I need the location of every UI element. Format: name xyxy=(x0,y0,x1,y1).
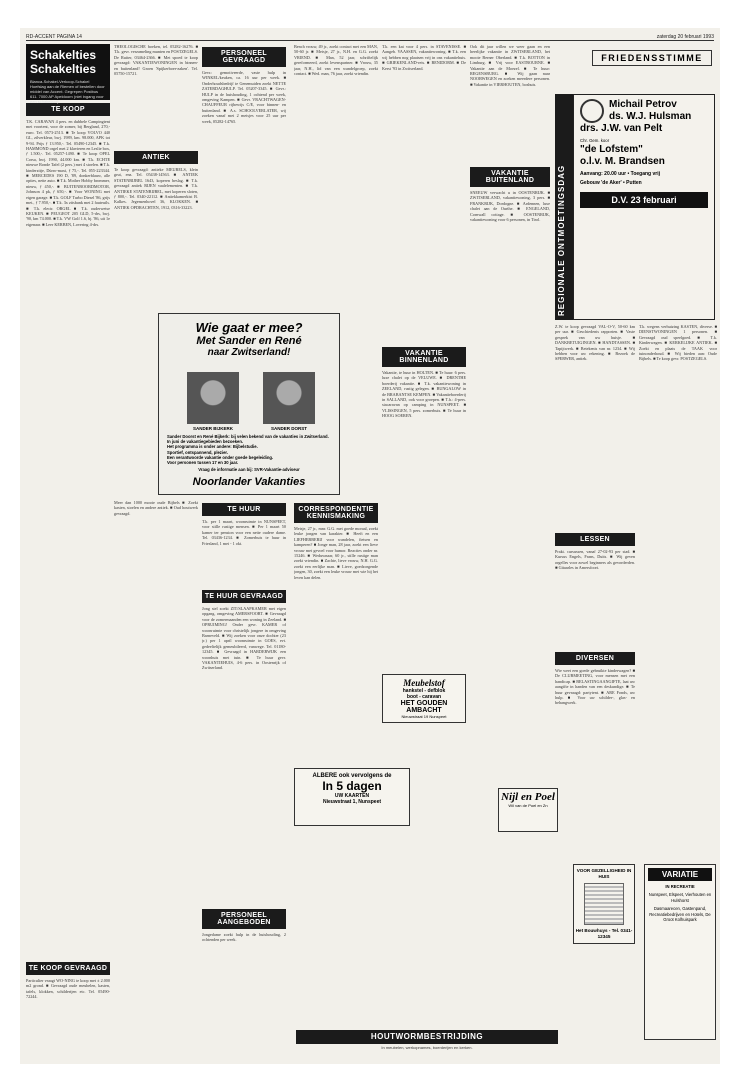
meubelstof-sub2: boot - caravan xyxy=(406,694,442,700)
swiss-ad-brand: Noorlander Vakanties xyxy=(192,476,306,488)
meeting-ad xyxy=(573,94,715,320)
section-te-koop-text: T.K. CARAVAN 4 pers. en dubbele Campingtent met voortent, voor de zomer, bij Bergland, 270,- euro. Tel. 0573-2513. ■ Te koop VOLVO 440 GL, zilverkleur, bwj. 1989, km. 98.000, APK tot 9-94. Prijs ƒ 13.950,-. Tel. 05490-12345. ■ T.k. HAMMOND orgel met 2 klavieren en Leslie box, ƒ 1.500,-. Tel. 05257-1490. ■ Te koop OPEL Corsa, bwj. 1990, 44.000 km. ■ T.k. ECHTE nieuwe Ronde Tafel (2 pers.) met 4 stoelen. ■ T.k. kinderzitje, Dürro-maxi, ƒ 75,-. Tel. 055-223344. ■ MERCEDES 190 D, '89, donkerblauw, alle opties, nette auto. ■ T.k. Mother Hobby brommer, nieuw, ƒ 450,-. ■ BUITENBOORDMOTOR, Johnson 4 pk, ƒ 650,-. ■ Voor WONING met eigen garage. ■ T.k. GOLF Turbo Diesel '86, grijs met., ƒ 7.950,-. ■ T.k. 3x zitsbank met 2 fauteuils. ■ T.k. electr. ORGEL ■ T.k. ouderwetse KEUKEN. ■ PEUGEOT 205 GLD, 5-drs, bwj. '90, km 74.000. ■ T.k. VW Golf 1.6, bj. '86, uit 1e eigenaar. ■ Leer KERBEN, Lovering 4-drs. xyxy=(26,119,110,227)
section-te-koop-gevraagd-text: Particulier vraagt WO-NING te koop met ± 2.000 m2 grond. ■ Gevraagd oude meubelen, kasten, tafels, klokken, schilderijen etc. Tel. 05490-72244. xyxy=(26,978,110,1000)
section-lessen-text: Prakt. cursussen, vanaf 27-02-93 per stad. ■ Kursus Engels, Frans, Duits. ■ Wij geven orgelles voor zowel beginners als gevorderden. ■ Gitaarles in Amersfoort. xyxy=(555,549,635,571)
misc-7-text: Z.W. te koop gevraagd VAL-O-V, 50-60 km per uur. ■ Geschiedenis rapporten. ■ Vaste gesprek van uw huisje. ■ DANKBETUIGINGEN. ■ HANDTASSEN. ■ Tapijtwerk. ■ Betekenis van nr. 1234. ■ Wij hebben voor uw rekening. ■ Bezoek de SPERWER, antiek. xyxy=(555,324,635,362)
photo-sander-dorst xyxy=(263,372,315,424)
section-te-huur-text: T.k. per 1 maart, woonruimte in NUNSPEET, voor stille rustige mensen. ■ Per 1 maart 50 kamer ter pension voor een nette oudere dame. Tel. 03436-1234. ■ Zomerhuis te huur in Friesland, 1 mei - 1 okt. xyxy=(202,519,286,546)
masthead-subtitle: Bianca-Schakel-Verkoop-Schakel Hoefslag aan de Riemen of bestellen door middel van Accent. Gegrepen Postbus 611. 7000 AP Apeldoorn (niet ingang voor een schakelaar) xyxy=(30,79,105,104)
masthead xyxy=(26,44,110,104)
column-3-upper xyxy=(202,44,286,306)
section-te-koop: TE KOOP xyxy=(26,103,110,116)
column-8 xyxy=(639,324,717,860)
variatie-rows: Dasmaarecen, Gastenpand, Recreatiebedrijven en Hotels, De Groot Kolhuispark xyxy=(649,906,711,923)
section-personeel-gevraagd: PERSONEEL GEVRAAGD xyxy=(202,47,286,67)
misc-8-text: T.k. wegens verhuizing KASTEN, diverse. ■ DIENSTWONINGEN 1 personen. ■ Gevraagd oud speelgoed. ■ T.k. Kinderwagen. ■ KERKELIJKE ANTIEK. ■ Zoekt en plaats de TAAK voor tuinonderhoud. ■ Wij bieden aan: Oude Bijbels. ■ Te koop gevr. POSTZEGELS. xyxy=(639,324,717,362)
bullet-item: Voor personen tussen 17 en 30 jaar. xyxy=(167,460,239,466)
swiss-ad-line3: naar Zwitserland! xyxy=(207,347,291,358)
swiss-ad-line1: Wie gaat er mee? xyxy=(195,320,303,335)
speaker-1: Michail Petrov xyxy=(609,99,677,110)
section-te-huur-gevraagd-text: Jong stel zoekt ZIT/SLAAPKAMER met eigen opgang, omgeving AMERSFOORT. ■ Gevraagd voor de zomermaanden een woning in Zeeland. ■ OPRUIMING! Onder gevr. KAMER of woonruimte voor christelijk jongere in omgeving Barneveld. ■ Wij zoeken voor onze dochter (23 jr.) per 1 april woonruimte in GOES, evt. gedeeltelijk gemeubileerd, vanwege. Tel. 01180-12345. ■ Gevraagd in HARDERWIJK een woonhuis met tuin. ■ Te huur gevr. VAKANTIEHUIS, 4-6 pers. in Oostenrijk of Zwitserland. xyxy=(202,606,286,671)
swiss-ad-line2: Met Sander en René xyxy=(196,335,302,347)
poel-title: Nijl en Poel xyxy=(501,791,555,803)
freepaper-badge: FRIEDENSSTIMME xyxy=(592,50,712,66)
section-vakantie-buitenland: VAKANTIE BUITENLAND xyxy=(470,167,550,187)
section-te-huur: TE HUUR xyxy=(202,503,286,516)
home-ad xyxy=(573,864,635,944)
ticket-line4: Nieuwstraat 1, Nunspeet xyxy=(322,799,382,805)
vertical-banner-text: REGIONALE ONTMOETINGSDAG xyxy=(557,164,566,316)
column-3-lower xyxy=(202,500,286,1030)
home-ad-title: VOOR GEZELLIGHEID IN HUIS xyxy=(576,868,632,879)
section-correspondentie: CORRESPONDENTIE KENNISMAKING xyxy=(294,503,378,523)
section-personeel-aangeboden-text: Jongedame zoekt hulp in de huishouding, 2 ochtenden per week. xyxy=(202,932,286,943)
meubelstof-place: Nieuwstraat 19 Nunspeet xyxy=(401,714,447,719)
column-6 xyxy=(470,44,550,784)
personal-ads-text: Bench vrouw, 49 jr., zoekt contact met een MAN, 50-60 jr. ■ Meisje, 27 jr., N.H. en G.G. zoekt VRIEND. ■ Man, 52 jaar, schriftelijk gereformeerd, zoekt levenspartner. ■ Vrouw, 35 jaar, N.H., lid van een wandelgroep, zoekt contact. ■ Wed. man, 76 jaar, zoekt vriendin. xyxy=(294,44,378,77)
newspaper-page xyxy=(20,28,720,1064)
speaker-3: drs. J.W. van Pelt xyxy=(580,123,663,134)
swiss-ad-bullets xyxy=(167,434,331,465)
meubelstof-sub: hankstel - defblok xyxy=(402,688,446,694)
bullet-item: Een verantwoorde vakantie onder goede begeleiding. xyxy=(167,454,274,460)
variatie-sub: IN RECREATIE xyxy=(665,884,695,889)
variatie-ad xyxy=(644,864,716,1040)
bullet-item: In juni de vakantiegebieden bezoeken. xyxy=(167,439,244,445)
section-personeel-gevraagd-text: Gevr.: gemotiveerde, vaste hulp in WINKEL/keuken, ca. 16 uur per week. ■ Onderhoudsbedrijf te Genemuiden zoekt NETTE ZATERDAGHULP. Tel. 05207-3345. ■ Gevr.: HULP in de huishouding, 1 ochtend per week, omgeving Kampen. ■ Gevr. VRACHTWAGEN-CHAUFFEUR rijbewijs C/E, voor binnen- en buitenland. ■ A.s. SCHOOLVERLATER, wij zoeken vanaf mei 2 meisjes voor 25 uur per week, 05282-14765. xyxy=(202,70,286,124)
column-4-lower xyxy=(294,500,378,764)
poel-sub: Wil van de Poel en Zn xyxy=(508,803,548,808)
variatie-title: VARIATIE xyxy=(648,868,712,881)
meubelstof-shop: HET GOUDEN AMBACHT xyxy=(400,700,448,714)
section-personeel-aangeboden: PERSONEEL AANGEBODEN xyxy=(202,909,286,929)
photo-sander-bijkerk xyxy=(187,372,239,424)
meeting-time: Aanvang: 20.00 uur • Toegang vrij xyxy=(580,170,661,177)
meeting-choir: "de Lofstem" xyxy=(580,143,643,155)
section-antiek: ANTIEK xyxy=(114,151,198,164)
column-5 xyxy=(382,44,466,1024)
section-vakantie-binnenland-text: Vakantie, te huur in HOLTEN. ■ Te huur: 6 pers. luxe chalet op de VELUWE. ■ DRENTHE boerderij vakantie. ■ T.k. vakantiewoning in ZEELAND, rustig gelegen. ■ BUNGALOW in de BRABANTSE KEMPEN. ■ Vakantieboerderij in SALLAND, ook voor groepen. ■ T.h.: 4-pers. stacaravan op camping in NUNSPEET. ■ VLISSINGEN, 5 pers. zomerhuis. ■ Te huur in HOOG SOEREN. xyxy=(382,370,466,419)
meeting-place: Gebouw 'de Aker' • Putten xyxy=(580,179,642,186)
bullet-item: Sportief, ontspannend, plezier. xyxy=(167,449,228,455)
poel-ad xyxy=(498,788,558,832)
meubelstof-title: Meubelstof xyxy=(403,678,445,688)
meeting-logo-icon xyxy=(580,99,604,123)
caption-name2: SANDER DORST xyxy=(270,426,307,431)
column-7 xyxy=(555,324,635,860)
section-vakantie-binnenland: VAKANTIE BINNENLAND xyxy=(382,347,466,367)
travel-abroad-text: Ook dit jaar willen we weer gaan en een heerlijke vakantie in ZWITSERLAND, het mooie Berner Oberland. ■ T.k. BOTTON in Limburg. ■ Vrij voor EASTBOURNE. ■ Vakantie aan de Moezel. ■ Te huur: REGENSBURG. ■ Wij gaan naar NOORWEGEN en zoeken meerdere personen. ■ Vakantie in VIERHOUTEN, boshuis. xyxy=(470,44,550,87)
misc-text: Meer dan 1000 mooie oude Bijbels ■ Zoekt kasten, stoelen en andere antiek. ■ Oud houtwerk gevraagd. xyxy=(114,500,198,516)
meubelstof-ad xyxy=(382,674,466,723)
ticket-line1: ALBERE ook vervolgens de xyxy=(312,773,392,779)
bullet-item: Het programma is onder andere: Bijbelstudie. xyxy=(167,444,258,450)
vertical-banner xyxy=(555,94,573,320)
variatie-place: Nunspeet, Elspeet, Vierhouten en Hulshorst xyxy=(648,892,712,903)
caption-name1: SANDER BIJKERK xyxy=(192,426,233,431)
section-diversen-text: Wie weet een goede gebruikte kinderwagen? ■ De CLUBMEETING, voor mensen met een handicap. ■ BELASTINGAANGIFTE, laat uw aangifte in handen van een deskundige. ■ Te huur gevraagd: partytent. ■ ARE Fonds, uw hulp. ■ Voor uw schilder-, glas- en behangwerk. xyxy=(555,668,635,706)
home-ad-sub: Het Bouwhuys - Tel. 0341-12345 xyxy=(575,928,633,939)
bullet-item: Sander Doorst en René Bijkerk: bij velen bekend van de vakanties in Zwitserland. xyxy=(167,434,329,439)
column-4 xyxy=(294,44,378,306)
meeting-date: D.V. 23 februari xyxy=(580,192,708,208)
header-date: zaterdag 20 februari 1993 xyxy=(656,34,714,40)
section-vakantie-buitenland-text: SNEEUW verwacht u in OOSTENRIJK. ■ ZWITSERLAND, vakantiewoning, 3 pers. ■ FRANKRIJK, Dordogne. ■ Ardennen, luxe chalet aan de Ourthe. ■ ENGELAND, Cornwall cottage. ■ OOSTENRIJK, vakantiewoning voor 6 personen, in Tirol. xyxy=(470,190,550,223)
column-2-lower xyxy=(114,500,198,1044)
header-left: RD-ACCENT PAGINA 14 xyxy=(26,34,82,40)
ticket-line2: In 5 dagen xyxy=(322,779,382,793)
section-correspondentie-text: Meisje, 27 jr., mnr. G.G. met goede moraal, zoekt leuke jongen van karakter. ■ Heeft en een LIEFHEBBERIJ voor wandelen, fietsen en kamperen? ■ Jonge man, 28 jaar, zoekt een lieve vrouw met gevoel voor humor. Reacties onder nr. 15246. ■ Weduwnaar, 60 jr., stille rustige man zoekt vriendin. ■ Zachte, lieve vrouw, N.H. G.G. zoekt een eerlijke man. ■ Lieve, goedzorgende jongen, 30, zoekt een leuke vrouw met wie hij het leven kan delen. xyxy=(294,526,378,580)
column-1 xyxy=(26,44,110,1060)
section-antiek-text: Te koop gevraagd: antieke MEUBELS, klein grut, enz. Tel. 05438-14563. ■ ANTIEK STATENBIJBEL 1643, koperen beslag. ■ T.k. gevraagd antiek RIJEN vaalelementen. ■ T.k. ANTIEKE STATENBIJBEL, met koperen sloten, ƒ 800,-. Tel. 0340-22112. ■ Antiekkamerkist B. Kalkes. Jegensenhovel 36, KLOKKEN. ■ ANTIEK OPDRACHTEN, 1912, 0316-33223. xyxy=(114,167,198,210)
footer-banner: HOUTWORMBESTRIJDING xyxy=(296,1030,558,1044)
swiss-ad-footer-text: Vraag de informatie aan bij: SVR-Vakantie-adviseur xyxy=(198,467,300,472)
stove-illustration-icon xyxy=(584,883,624,925)
masthead-title: Schakelties Schakelties xyxy=(30,48,97,76)
header-rule xyxy=(26,40,714,41)
section-diversen: DIVERSEN xyxy=(555,652,635,665)
section-lessen: LESSEN xyxy=(555,533,635,546)
meeting-leader: o.l.v. M. Brandsen xyxy=(580,155,665,167)
section-te-huur-gevraagd: TE HUUR GEVRAAGD xyxy=(202,590,286,603)
swiss-trip-ad xyxy=(158,313,340,495)
column-2 xyxy=(114,44,198,306)
speaker-2: ds. W.J. Hulsman xyxy=(609,111,692,122)
travel-text: T.k. een kat voor 4 pers. in STAVENISSE. ■ Aangeb. VAASSEN, vakantiewoning. ■ T.k. een wij hebben nog plaatsen vrij in ons vakantiehuis. ■ GRIEKENLAND-reis. ■ BENIDORM. ■ De Kerst '93 in Zwitserland. xyxy=(382,44,466,71)
theology-text: THEOLOGISCHE boeken, tel. 05282-16276. ■ T.k. gevr. verzameling munten en POSTZEGELS. De Ruiter, 03464-2366. ■ Met spoed te koop gevraagd: VAKANTIEWONINGEN in binnen- en buitenland! Groen 'Spijkerboer-zaken'. Tel. 05750-15721. xyxy=(114,44,198,77)
ticket-line3: UW KAARTEN xyxy=(334,793,370,799)
section-te-koop-gevraagd: TE KOOP GEVRAAGD xyxy=(26,962,110,975)
swiss-ad-footer xyxy=(167,467,331,488)
swiss-ad-photos xyxy=(177,372,323,432)
meeting-chair: Chr. Gem. koor xyxy=(580,138,610,143)
footer-sub: In meubelen, werkopnames, boerderijen en kerken. xyxy=(381,1045,473,1050)
